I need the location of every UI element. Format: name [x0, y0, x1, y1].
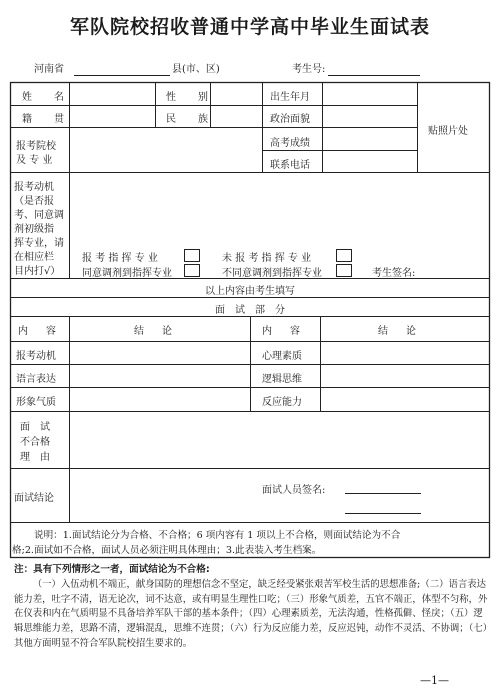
score-label: 高考成绩: [270, 138, 310, 149]
birth-field[interactable]: [323, 83, 417, 105]
name-label: 姓 名: [22, 92, 70, 103]
native-label: 籍 贯: [22, 114, 70, 125]
fail-reason-field[interactable]: [70, 412, 490, 468]
checkbox-disagree-transfer[interactable]: [336, 264, 352, 277]
col-content-right: 内 容: [262, 326, 304, 337]
option-agree-transfer: 同意调剂到指挥专业: [82, 268, 172, 279]
result-psychology[interactable]: [321, 342, 490, 364]
motive-label-5: 挥专业，请: [14, 238, 64, 249]
motive-label-2: （是否报: [14, 196, 54, 207]
item-appearance: 形象气质: [16, 397, 56, 408]
score-field[interactable]: [323, 128, 417, 150]
notes-block: [14, 563, 490, 652]
result-motive[interactable]: [70, 342, 250, 364]
province-label: 河南省: [34, 64, 64, 75]
interviewer-signature-label: 面试人员签名:: [262, 485, 326, 496]
motive-label-4: 剂初级指: [14, 224, 54, 235]
item-psychology: 心理素质: [262, 351, 302, 362]
gender-label: 性 别: [166, 92, 214, 103]
option-disagree-transfer: 不同意调剂到指挥专业: [222, 268, 322, 279]
result-reaction[interactable]: [321, 388, 490, 411]
candidate-signature-label: 考生签名:: [372, 268, 416, 279]
remark-line-1: 说明：1.面试结论分为合格、不合格；6 项内容有 1 项以上不合格，则面试结论为不合: [34, 530, 401, 541]
page-number: —1—: [420, 674, 449, 687]
notes-heading: 注：具有下列情形之一者，面试结论为不合格:: [14, 564, 210, 575]
interview-section-title: 面 试 部 分: [215, 305, 285, 316]
photo-placeholder: 贴照片处: [428, 126, 468, 137]
motive-label-1: 报考动机: [14, 182, 54, 193]
result-logic[interactable]: [321, 365, 490, 387]
col-conclusion-left: 结 论: [134, 326, 176, 337]
item-reaction: 反应能力: [262, 397, 302, 408]
phone-field[interactable]: [323, 151, 417, 172]
motive-label-6: 在相应栏: [14, 252, 54, 263]
result-appearance[interactable]: [70, 388, 250, 411]
fail-reason-label-1: 面 试: [20, 422, 50, 433]
item-logic: 逻辑思维: [262, 374, 302, 385]
exam-no-label: 考生号:: [292, 64, 326, 75]
school-field[interactable]: [70, 128, 262, 172]
ethnic-label: 民 族: [166, 114, 214, 125]
notes-body: （一）入伍动机不端正，献身国防的理想信念不坚定，缺乏经受紧张艰苦军校生活的思想准备;（二）语言表达能力差，吐字不清，语无论次，词不达意，或有明显生理性口吃；（三）形象气质差，五官不端正，体型不匀称，外在仪表和内在气质明显不具备培养军队干部的基本条件；（四）心理素质差，无法沟通，性格孤僻、怪戾；（五）逻辑思维能力差，思路不清，逻辑混乱，思维不连贯；（六）行为反应能力差，反应迟钝，动作不灵活、不协调；（七）其他方面明显不符合军队院校招生要求的。: [14, 578, 488, 649]
fail-reason-label-2: 不合格: [20, 437, 50, 448]
name-field[interactable]: [70, 83, 155, 105]
checkbox-agree-transfer[interactable]: [184, 264, 200, 277]
political-field[interactable]: [323, 106, 417, 127]
filled-by-candidate-note: 以上内容由考生填写: [205, 286, 295, 297]
birth-label: 出生年月: [270, 92, 310, 103]
ethnic-field[interactable]: [211, 106, 262, 127]
fail-reason-label-3: 理 由: [20, 452, 50, 463]
gender-field[interactable]: [211, 83, 262, 105]
motive-label-3: 考、同意调: [14, 210, 64, 221]
motive-label-7: 目内打√）: [14, 266, 61, 277]
option-apply-command: 报 考 指 挥 专 业: [82, 253, 158, 264]
result-language[interactable]: [70, 365, 250, 387]
remark-line-2: 格;2.面试如不合格，面试人员必须注明具体理由；3.此表装入考生档案。: [12, 545, 322, 556]
interviewer-signature-line-2[interactable]: [345, 513, 421, 514]
school-label-1: 报考院校: [16, 141, 56, 152]
item-language: 语言表达: [16, 374, 56, 385]
checkbox-apply-command[interactable]: [184, 249, 200, 262]
col-conclusion-right: 结 论: [378, 326, 420, 337]
county-label: 县(市、区): [172, 64, 220, 75]
school-label-2: 及 专 业: [16, 155, 53, 166]
item-motive: 报考动机: [16, 351, 56, 362]
checkbox-not-apply-command[interactable]: [336, 249, 352, 262]
native-field[interactable]: [70, 106, 155, 127]
option-not-apply-command: 未 报 考 指 挥 专 业: [222, 253, 312, 264]
form-title: 军队院校招收普通中学高中毕业生面试表: [69, 16, 430, 38]
phone-label: 联系电话: [270, 160, 310, 171]
conclusion-label: 面试结论: [14, 493, 54, 504]
col-content-left: 内 容: [18, 326, 60, 337]
interviewer-signature-line-1[interactable]: [345, 493, 421, 494]
political-label: 政治面貌: [270, 114, 310, 125]
